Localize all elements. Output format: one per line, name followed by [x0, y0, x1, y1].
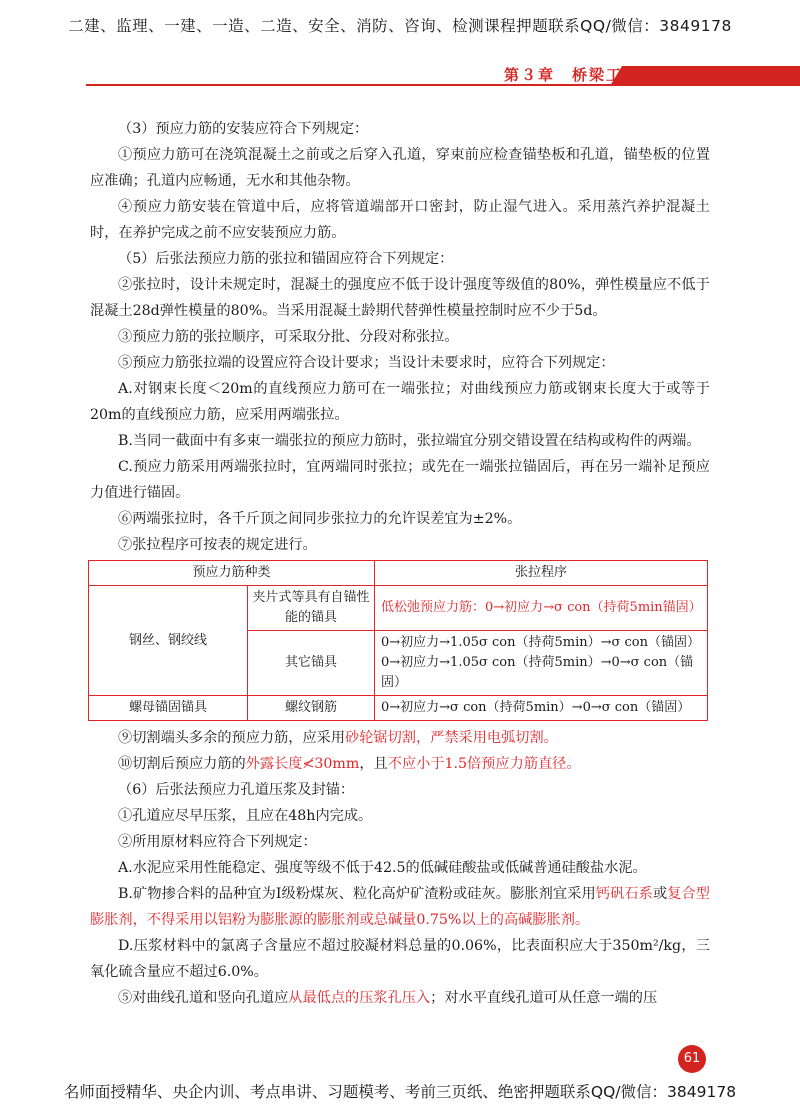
paragraph: ③预应力筋的张拉顺序，可采取分批、分段对称张拉。	[118, 329, 459, 345]
text-run: ，且	[359, 756, 388, 772]
paragraph: （3）预应力筋的安装应符合下列规定：	[118, 121, 369, 137]
table-row	[89, 696, 708, 721]
text-run: ⑤对曲线孔道和竖向孔道应	[118, 990, 289, 1006]
highlight-text: 从最低点的压浆孔压入	[288, 990, 431, 1006]
paragraph	[90, 725, 710, 751]
page-number: 61	[678, 1045, 706, 1073]
highlight-text: 砂轮锯切割，严禁采用电弧切割。	[345, 730, 558, 746]
paragraph: A.对钢束长度＜20m的直线预应力筋可在一端张拉；对曲线预应力筋或钢束长度大于或等于20m的直线预应力筋，应采用两端张拉。	[90, 381, 710, 423]
text-run: 或	[652, 886, 668, 902]
table-cell: 其它锚具	[248, 631, 375, 696]
paragraph: ⑤预应力筋张拉端的设置应符合设计要求；当设计未要求时，应符合下列规定：	[118, 355, 615, 371]
table-cell: 螺母锚固锚具	[89, 696, 248, 721]
table-header-row	[89, 561, 708, 586]
text-run: ⑩切割后预应力筋的	[118, 756, 246, 772]
procedure-line: 0→初应力→1.05σ con（持荷5min）→0→σ con（锚固）	[381, 655, 694, 690]
paragraph	[90, 985, 710, 1011]
table-row	[89, 586, 708, 631]
page-body	[90, 116, 710, 1011]
paragraph: （5）后张法预应力筋的张拉和锚固应符合下列规定：	[118, 251, 454, 267]
text-run: ⑨切割端头多余的预应力筋，应采用	[118, 730, 346, 746]
table-cell: 钢丝、钢绞线	[89, 586, 248, 696]
table-header-cell: 张拉程序	[375, 561, 708, 586]
top-banner: 二建、监理、一建、一造、二造、安全、消防、咨询、检测课程押题联系QQ/微信：3849178	[68, 17, 732, 35]
table-cell: 夹片式等具有自锚性能的锚具	[248, 586, 375, 631]
highlight-text: 不应小于1.5倍预应力筋直径。	[387, 756, 581, 772]
paragraph: ④预应力筋安装在管道中后，应将管道端部开口密封，防止湿气进入。采用蒸汽养护混凝土时，在养护完成之前不应安装预应力筋。	[90, 199, 710, 241]
highlight-text: 外露长度≮30mm	[245, 756, 360, 772]
paragraph: A.水泥应采用性能稳定、强度等级不低于42.5的低碱硅酸盐或低碱普通硅酸盐水泥。	[118, 860, 647, 876]
paragraph: D.压浆材料中的氯离子含量应不超过胶凝材料总量的0.06%，比表面积应大于350m²/kg，三氧化硫含量应不超过6.0%。	[90, 938, 710, 980]
tension-procedure-table	[88, 560, 708, 721]
chapter-header	[86, 66, 800, 86]
highlight-text: 复合型膨胀剂，不得采用以铝粉为膨胀源的膨胀剂或总碱量0.75%以上的高碱膨胀剂。	[90, 886, 710, 928]
text-run: ；对水平直线孔道可从任意一端的压	[430, 990, 658, 1006]
bottom-banner: 名师面授精华、央企内训、考点串讲、习题模考、考前三页纸、绝密押题联系QQ/微信：3849178	[63, 1083, 737, 1101]
table-cell: 螺纹钢筋	[248, 696, 375, 721]
table-cell: 0→初应力→σ con（持荷5min）→0→σ con（锚固）	[375, 696, 708, 721]
paragraph: C.预应力筋采用两端张拉时，宜两端同时张拉；或先在一端张拉锚固后，再在另一端补足预应力值进行锚固。	[90, 459, 710, 501]
paragraph: ②张拉时，设计未规定时，混凝土的强度应不低于设计强度等级值的80%，弹性模量应不低于混凝土28d弹性模量的80%。当采用混凝土龄期代替弹性模量控制时应不少于5d。	[90, 277, 710, 319]
table-header-cell: 预应力筋种类	[89, 561, 375, 586]
procedure-line: 0→初应力→1.05σ con（持荷5min）→σ con（锚固）	[381, 635, 700, 650]
table-cell: 低松弛预应力筋：0→初应力→σ con（持荷5min锚固）	[375, 586, 708, 631]
paragraph: ①孔道应尽早压浆，且应在48h内完成。	[118, 808, 373, 824]
paragraph: ②所用原材料应符合下列规定：	[118, 834, 317, 850]
table-cell	[375, 631, 708, 696]
chapter-title: 第３章 桥梁工程	[503, 66, 640, 84]
highlight-text: 钙矾石系	[595, 886, 653, 902]
paragraph: （6）后张法预应力孔道压浆及封锚：	[118, 782, 355, 798]
text-run: B.矿物掺合料的品种宜为Ⅰ级粉煤灰、粒化高炉矿渣粉或硅灰。膨胀剂宜采用	[118, 886, 596, 902]
paragraph	[90, 881, 710, 933]
paragraph	[90, 751, 710, 777]
paragraph: B.当同一截面中有多束一端张拉的预应力筋时，张拉端宜分别交错设置在结构或构件的两端。	[118, 433, 701, 449]
paragraph: ⑥两端张拉时，各千斤顶之间同步张拉力的允许误差宜为±2%。	[118, 511, 522, 527]
paragraph: ⑦张拉程序可按表的规定进行。	[118, 537, 317, 553]
paragraph: ①预应力筋可在浇筑混凝土之前或之后穿入孔道，穿束前应检查锚垫板和孔道，锚垫板的位置应准确；孔道内应畅通，无水和其他杂物。	[90, 147, 710, 189]
